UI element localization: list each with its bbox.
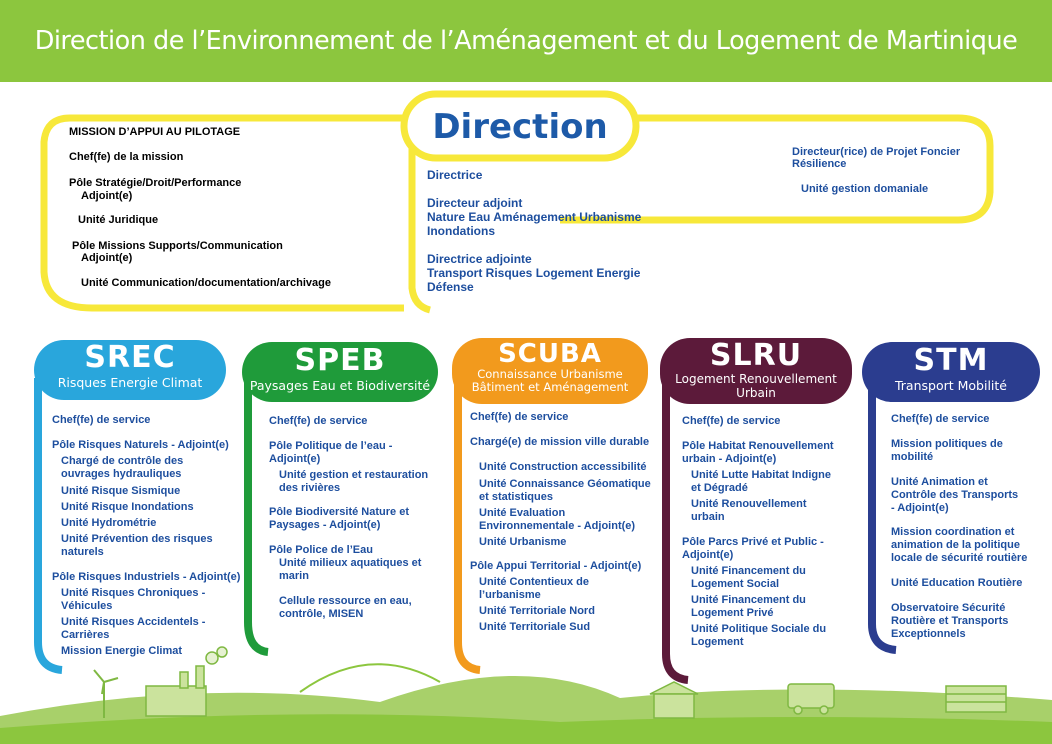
scuba-header bbox=[452, 340, 648, 394]
slru-name: SLRU bbox=[709, 338, 803, 373]
speb-item: Paysages - Adjoint(e) bbox=[269, 519, 381, 531]
directrice-adjointe-scope-2: Défense bbox=[427, 280, 474, 294]
directeur-adjoint: Directeur adjoint bbox=[427, 196, 523, 210]
scuba-item: Unité Contentieux de bbox=[479, 576, 590, 588]
scuba-subtitle-2: Bâtiment et Aménagement bbox=[471, 380, 629, 394]
srec-header bbox=[34, 341, 226, 390]
speb-item: marin bbox=[279, 570, 309, 582]
mission-title: MISSION D’APPUI AU PILOTAGE bbox=[69, 126, 241, 138]
unite-gestion-domaniale: Unité gestion domaniale bbox=[801, 183, 929, 195]
stm-item: Routière et Transports bbox=[891, 615, 1009, 627]
stm-item: Chef(fe) de service bbox=[891, 413, 990, 425]
stm-name: STM bbox=[913, 343, 989, 378]
slru-item: et Dégradé bbox=[691, 482, 748, 494]
speb-item: Adjoint(e) bbox=[269, 453, 321, 465]
srec-item: Unité Hydrométrie bbox=[61, 517, 157, 529]
speb-subtitle: Paysages Eau et Biodiversité bbox=[249, 378, 431, 393]
slru-item: Unité Financement du bbox=[691, 594, 806, 606]
speb-item: Pôle Biodiversité Nature et bbox=[269, 506, 409, 518]
pole-strategie: Pôle Stratégie/Droit/Performance bbox=[69, 177, 242, 189]
srec-item: Mission Energie Climat bbox=[61, 645, 183, 657]
scuba-item: et statistiques bbox=[479, 491, 553, 503]
pole-missions-adjoint: Adjoint(e) bbox=[81, 252, 133, 264]
pole-missions-supports: Pôle Missions Supports/Communication bbox=[72, 240, 283, 252]
speb-item: Pôle Politique de l’eau - bbox=[269, 440, 393, 452]
scuba-item: Unité Evaluation bbox=[479, 507, 566, 519]
directeur-adjoint-scope-2: Inondations bbox=[427, 224, 495, 238]
stm-header bbox=[862, 344, 1040, 393]
speb-item: des rivières bbox=[279, 482, 341, 494]
stm-item: - Adjoint(e) bbox=[891, 502, 949, 514]
scuba-item: Chef(fe) de service bbox=[470, 411, 569, 423]
unite-juridique: Unité Juridique bbox=[78, 214, 159, 226]
pole-strategie-adjoint: Adjoint(e) bbox=[81, 190, 133, 202]
stm-item: Mission politiques de bbox=[891, 438, 1003, 450]
scuba-item: Unité Construction accessibilité bbox=[479, 461, 647, 473]
srec-item: Pôle Risques Naturels - Adjoint(e) bbox=[52, 439, 229, 451]
speb-item: Unité milieux aquatiques et bbox=[279, 557, 422, 569]
directeur-adjoint-scope-1: Nature Eau Aménagement Urbanisme bbox=[427, 210, 642, 224]
stm-item: Unité Education Routière bbox=[891, 577, 1023, 589]
srec-item: Unité Risque Inondations bbox=[61, 501, 194, 513]
scuba-item: Unité Territoriale Sud bbox=[479, 621, 591, 633]
stm-subtitle: Transport Mobilité bbox=[894, 378, 1007, 393]
mission-chief: Chef(fe) de la mission bbox=[69, 151, 184, 163]
srec-item: Chef(fe) de service bbox=[52, 414, 151, 426]
scuba-item: Pôle Appui Territorial - Adjoint(e) bbox=[470, 560, 642, 572]
directrice: Directrice bbox=[427, 168, 483, 182]
scuba-item: Chargé(e) de mission ville durable bbox=[470, 436, 650, 448]
speb-item: Unité gestion et restauration bbox=[279, 469, 429, 481]
slru-item: Logement Social bbox=[691, 578, 780, 590]
speb-item: Cellule ressource en eau, bbox=[279, 595, 412, 607]
srec-item: Véhicules bbox=[61, 600, 113, 612]
srec-name: SREC bbox=[84, 340, 176, 375]
slru-subtitle-1: Logement Renouvellement bbox=[675, 372, 837, 386]
stm-item: Exceptionnels bbox=[891, 628, 966, 640]
scuba-name: SCUBA bbox=[498, 339, 602, 369]
house-icon bbox=[650, 682, 698, 718]
stm-item: animation de la politique bbox=[891, 539, 1020, 551]
stm-item: locale de sécurité routière bbox=[891, 552, 1028, 564]
directeur-projet-resilience: Résilience bbox=[792, 158, 847, 170]
srec-item: naturels bbox=[61, 546, 104, 558]
slru-item: Pôle Habitat Renouvellement bbox=[682, 440, 834, 452]
directeur-projet-foncier: Directeur(rice) de Projet Foncier bbox=[792, 146, 961, 158]
srec-subtitle: Risques Energie Climat bbox=[57, 375, 203, 390]
header-banner bbox=[0, 0, 1052, 82]
building-icon bbox=[946, 686, 1006, 712]
speb-item: Chef(fe) de service bbox=[269, 415, 368, 427]
srec-item: Pôle Risques Industriels - Adjoint(e) bbox=[52, 571, 241, 583]
slru-item: Chef(fe) de service bbox=[682, 415, 781, 427]
scuba-item: l’urbanisme bbox=[479, 589, 541, 601]
slru-item: Logement bbox=[691, 636, 744, 648]
slru-subtitle-2: Urbain bbox=[736, 386, 776, 400]
page-title: Direction de l’Environnement de l’Aménagement et du Logement de Martinique bbox=[34, 26, 1018, 56]
scuba-item: Environnementale - Adjoint(e) bbox=[479, 520, 636, 532]
slru-header bbox=[660, 340, 852, 400]
slru-item: urbain bbox=[691, 511, 725, 523]
srec-item: Carrières bbox=[61, 629, 110, 641]
slru-item: Pôle Parcs Privé et Public - bbox=[682, 536, 824, 548]
slru-item: Unité Financement du bbox=[691, 565, 806, 577]
directrice-adjointe-scope-1: Transport Risques Logement Energie bbox=[427, 266, 641, 280]
speb-item: Pôle Police de l’Eau bbox=[269, 544, 373, 556]
speb-header bbox=[242, 344, 438, 393]
speb-name: SPEB bbox=[294, 343, 386, 378]
stm-item: Contrôle des Transports bbox=[891, 489, 1019, 501]
directrice-adjointe: Directrice adjointe bbox=[427, 252, 532, 266]
slru-item: Unité Lutte Habitat Indigne bbox=[691, 469, 831, 481]
slru-item: urbain - Adjoint(e) bbox=[682, 453, 777, 465]
scuba-subtitle-1: Connaissance Urbanisme bbox=[477, 367, 623, 381]
srec-item: ouvrages hydrauliques bbox=[61, 468, 182, 480]
unite-communication: Unité Communication/documentation/archivage bbox=[81, 277, 331, 289]
stm-item: mobilité bbox=[891, 451, 934, 463]
srec-item: Chargé de contrôle des bbox=[61, 455, 184, 467]
slru-item: Adjoint(e) bbox=[682, 549, 734, 561]
srec-item: Unité Risques Accidentels - bbox=[61, 616, 206, 628]
scuba-item: Unité Connaissance Géomatique bbox=[479, 478, 651, 490]
srec-item: Unité Risque Sismique bbox=[61, 485, 181, 497]
stm-item: Unité Animation et bbox=[891, 476, 988, 488]
slru-item: Logement Privé bbox=[691, 607, 774, 619]
slru-item: Unité Renouvellement bbox=[691, 498, 807, 510]
slru-item: Unité Politique Sociale du bbox=[691, 623, 827, 635]
stm-item: Mission coordination et bbox=[891, 526, 1015, 538]
direction-title: Direction bbox=[432, 107, 608, 147]
scuba-item: Unité Urbanisme bbox=[479, 536, 567, 548]
stm-item: Observatoire Sécurité bbox=[891, 602, 1006, 614]
speb-item: contrôle, MISEN bbox=[279, 608, 364, 620]
scuba-item: Unité Territoriale Nord bbox=[479, 605, 595, 617]
srec-item: Unité Prévention des risques bbox=[61, 533, 213, 545]
srec-item: Unité Risques Chroniques - bbox=[61, 587, 206, 599]
